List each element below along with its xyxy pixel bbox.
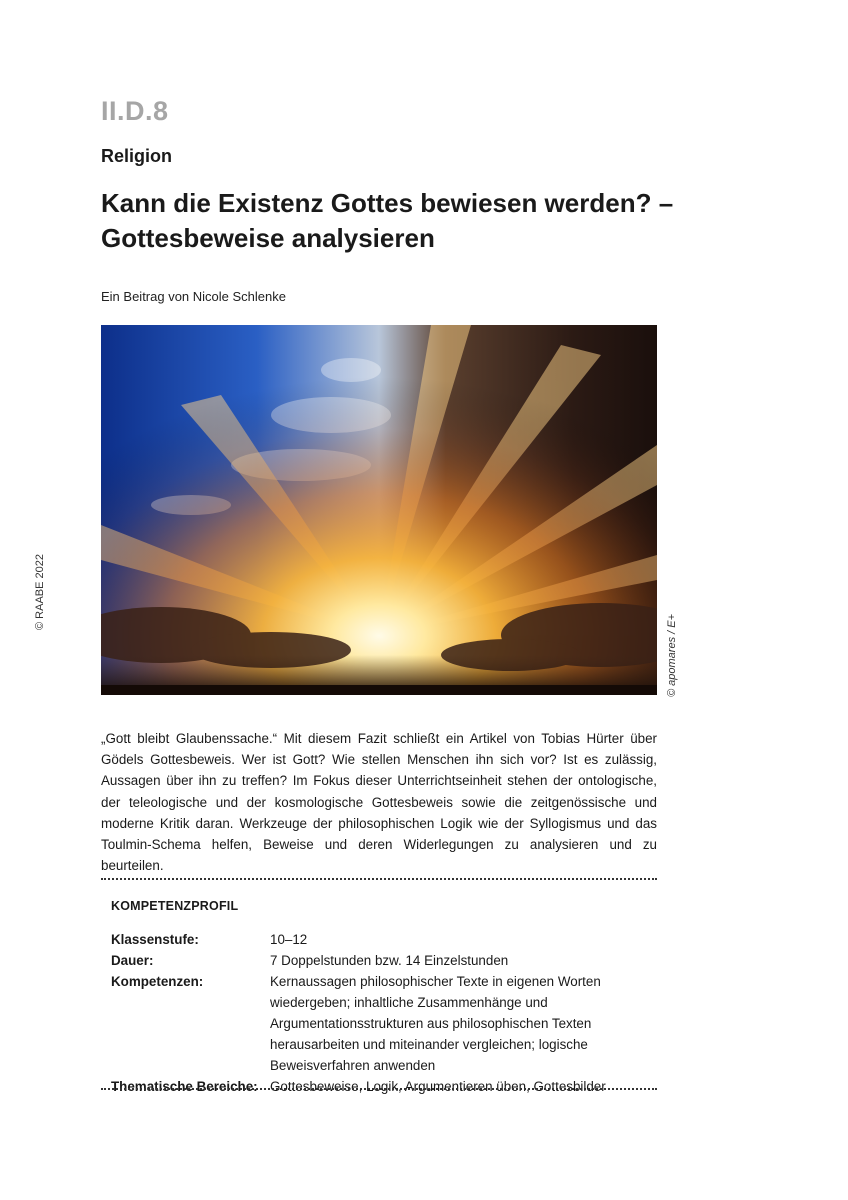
profile-row <box>111 950 651 971</box>
profile-row <box>111 929 651 950</box>
profile-label: Thematische Bereiche: <box>111 1079 258 1094</box>
profile-heading: KOMPETENZPROFIL <box>111 899 239 913</box>
profile-label: Dauer: <box>111 953 154 968</box>
title-line-1: Kann die Existenz Gottes bewiesen werden? – <box>101 188 674 218</box>
profile-row <box>111 1076 651 1097</box>
photo-credit: © apomares / E+ <box>666 613 678 697</box>
cover-photo <box>101 325 657 695</box>
subject-label: Religion <box>101 146 172 166</box>
author-line: Ein Beitrag von Nicole Schlenke <box>101 289 286 304</box>
sunset-illustration <box>101 325 657 695</box>
divider-top <box>101 878 657 880</box>
profile-value: Kernaussagen philosophischer Texte in eigenen Worten wiedergeben; inhaltliche Zusammenhänge und Argumentationsstrukturen aus philosophischen Texten herausarbeiten und miteinander vergleichen; logische Beweisverfahren anwenden <box>270 974 601 1073</box>
profile-value: Gottesbeweise, Logik, Argumentieren üben, Gottesbilder <box>270 1079 606 1094</box>
profile-label: Kompetenzen: <box>111 974 204 989</box>
intro-paragraph: „Gott bleibt Glaubenssache.“ Mit diesem Fazit schließt ein Artikel von Tobias Hürter über Gödels Gottesbeweis. Wer ist Gott? Wie stellen Menschen ihn sich vor? Ist es zulässig, Aussagen über ihn zu treffen? Im Fokus dieser Unterrichtseinheit stehen der ontologische, der teleologische und der kosmologische Gottesbeweis sowie die zeitgenössische und moderne Kritik daran. Werkzeuge der philosophischen Logik wie der Syllogismus und das Toulmin-Schema helfen, Beweise und deren Widerlegungen zu analysieren und zu beurteilen. <box>101 731 657 874</box>
profile-row <box>111 971 651 1076</box>
profile-value: 7 Doppelstunden bzw. 14 Einzelstunden <box>270 953 509 968</box>
competence-profile <box>111 929 651 1097</box>
copyright-notice: © RAABE 2022 <box>34 554 46 630</box>
section-code: II.D.8 <box>101 96 169 126</box>
page-title <box>101 186 701 256</box>
profile-label: Klassenstufe: <box>111 932 199 947</box>
divider-bottom <box>101 1088 657 1090</box>
title-line-2: Gottesbeweise analysieren <box>101 223 435 253</box>
profile-value: 10–12 <box>270 932 308 947</box>
